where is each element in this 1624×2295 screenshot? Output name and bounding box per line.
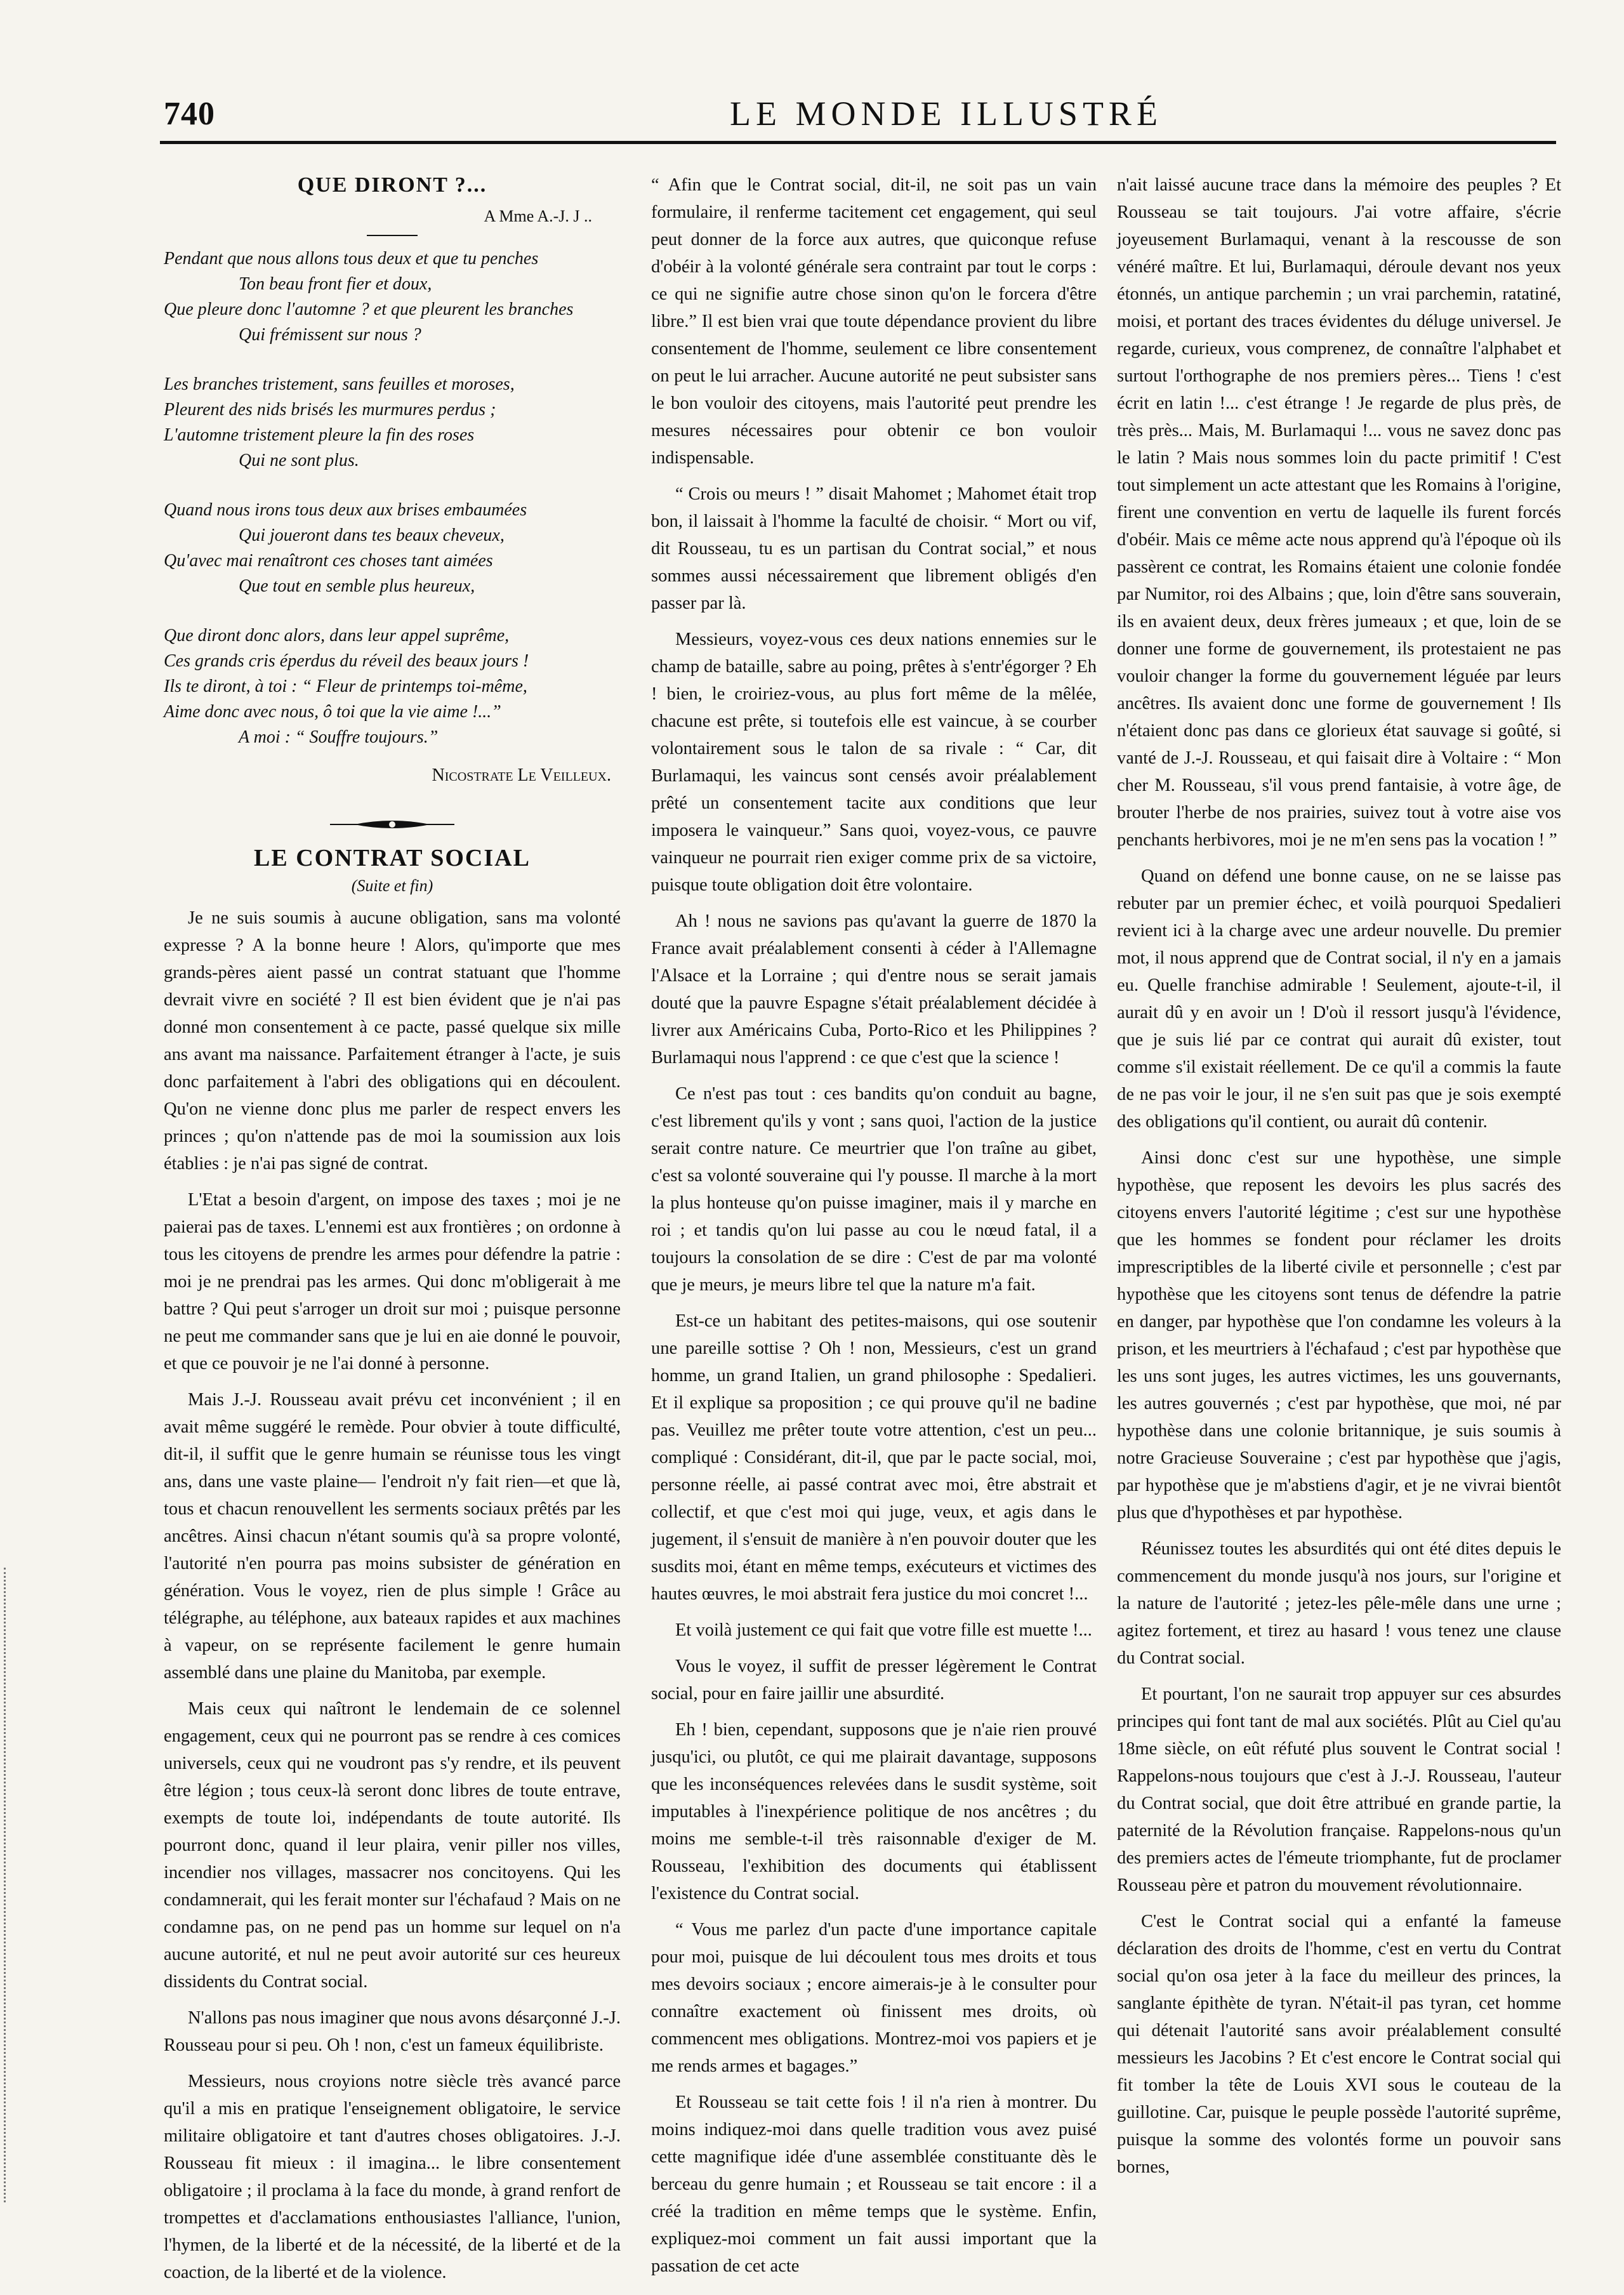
article-paragraph: N'allons pas nous imaginer que nous avons désarçonné J.-J. Rousseau pour si peu. Oh ! non, c'est un fameux équilibriste. bbox=[164, 2008, 621, 2055]
article-column-3-text bbox=[1117, 171, 1561, 2181]
article-paragraph: Et pourtant, l'on ne saurait trop appuyer sur ces absurdes principes qui font tant de mal aux sociétés. Plût au Ciel qu'au 18me siècle, on eût réfuté plus souvent le Contrat social ! Rappelons-nous toujours que c'est à J.-J. Rousseau, l'auteur du Contrat social, que doit être attribué en grande partie, la paternité de la Révolution française. Rappelons-nous qu'un des premiers actes de l'émeute triomphante, fut de proclamer Rousseau père et patron du mouvement révolutionnaire. bbox=[1117, 1684, 1561, 1895]
poem-line: Que diront donc alors, dans leur appel suprême, bbox=[164, 626, 510, 645]
article-paragraph: Eh ! bien, cependant, supposons que je n'aie rien prouvé jusqu'ici, ou plutôt, ce qui me plairait davantage, supposons que les inconséquences relevées dans le susdit système, soit imputables à l'inexpérience politique de nos ancêtres ; du moins me semble-t-il très raisonnable d'exiger de M. Rousseau, l'exhibition des documents qui établissent l'existence du Contrat social. bbox=[651, 1720, 1097, 1903]
poem-title: QUE DIRONT ?... bbox=[297, 173, 487, 197]
binding-marks bbox=[4, 1568, 11, 2202]
article-paragraph: Mais ceux qui naîtront le lendemain de ce solennel engagement, ceux qui ne pourront pas se rendre à ces comices universels, ceux qui ne voudront pas s'y rendre, et ils peuvent être légion ; tous ceux-là seront donc libres de toute entrave, exempts de toute loi, indépendants de toute autorité. Ils pourront donc, quand il leur plaira, venir piller nos villes, incendier nos villages, massacrer nos concitoyens. Qui les condamnerait, qui les ferait monter sur l'échafaud ? Mais on ne condamne pas, on ne pend pas un homme sur lequel on n'a aucune autorité, et nul ne peut avoir autorité sur ces heureux dissidents du Contrat social. bbox=[164, 1699, 621, 1992]
poem-dedication: A Mme A.-J. J .. bbox=[484, 207, 592, 225]
column-2 bbox=[651, 171, 1097, 2289]
article-subtitle: (Suite et fin) bbox=[351, 876, 433, 895]
poem-line: Aime donc avec nous, ô toi que la vie aime !...” bbox=[164, 702, 501, 722]
poem-line: Que tout en semble plus heureux, bbox=[239, 576, 475, 596]
poem-line: Ils te diront, à toi : “ Fleur de printemps toi-même, bbox=[164, 677, 527, 696]
poem-line: Qui ne sont plus. bbox=[239, 451, 359, 470]
divider bbox=[367, 235, 418, 236]
ornament-divider bbox=[329, 817, 456, 832]
article-paragraph: Réunissez toutes les absurdités qui ont été dites depuis le commencement du monde jusqu'à nos jours, sur l'origine et la nature de l'autorité ; jetez-les pêle-mêle dans une urne ; agitez fortement, et tirez au hasard ! vous tenez une clause du Contrat social. bbox=[1117, 1539, 1561, 1668]
poem-line: Ces grands cris éperdus du réveil des beaux jours ! bbox=[164, 651, 529, 671]
article-paragraph: “ Afin que le Contrat social, dit-il, ne soit pas un vain formulaire, il renferme tacitement cet engagement, qui seul peut donner de la force aux autres, que quiconque refuse d'obéir à la volonté générale sera contraint par tout le corps : ce qui ne signifie autre chose sinon qu'on le forcera d'être libre.” Il est bien vrai que toute dépendance provient du libre consentement de l'homme, seulement ce libre consentement on peut le lui arracher. Aucune autorité ne peut subsister sans le bon vouloir des citoyens, mais l'autorité peut prendre les mesures nécessaires pour obtenir ce bon vouloir indispensable. bbox=[651, 175, 1097, 468]
article-paragraph: Quand on défend une bonne cause, on ne se laisse pas rebuter par un premier échec, et voilà pourquoi Spedalieri revient ici à la charge avec une ardeur nouvelle. Du premier mot, il nous apprend que de Contrat social, il n'y en a jamais eu. Quelle franchise admirable ! Seulement, ajoute-t-il, il aurait dû y en avoir un ! D'où il ressort jusqu'à l'évidence, que je suis lié par ce contrat qui aurait dû exister, tout comme s'il existait réellement. De ce qu'il a commis la faute de ne pas voir le jour, il ne s'en suit pas que je sois exempté des obligations qu'il contient, ou aurait dû contenir. bbox=[1117, 866, 1561, 1132]
poem-stanza bbox=[164, 623, 621, 750]
masthead: LE MONDE ILLUSTRÉ bbox=[730, 95, 1163, 133]
poem-line: A moi : “ Souffre toujours.” bbox=[239, 727, 439, 747]
article-paragraph: Est-ce un habitant des petites-maisons, qui ose soutenir une pareille sottise ? Oh ! non, Messieurs, c'est un grand homme, un grand Italien, un grand philosophe : Spedalieri. Et il explique sa proposition ; ce qui prouve qu'il ne badine pas. Veuillez me prêter toute votre attention, c'est un peu... compliqué : Considérant, dit-il, que par le pacte social, moi, personne réelle, ai passé contrat avec moi, être abstrait et collectif, et que c'est moi qui juge, veux, et agis dans le jugement, il s'ensuit de manière à n'en pouvoir douter que les susdits moi, étant en même temps, exécuteurs et victimes des hautes œuvres, le moi abstrait fera justice du moi concret !... bbox=[651, 1311, 1097, 1604]
column-1 bbox=[164, 171, 621, 2295]
poem-line: Ton beau front fier et doux, bbox=[239, 274, 432, 294]
poem-stanzas bbox=[164, 246, 621, 750]
poem-stanza bbox=[164, 372, 621, 473]
poem-line: Qu'avec mai renaîtront ces choses tant aimées bbox=[164, 551, 493, 571]
article-title: LE CONTRAT SOCIAL bbox=[254, 845, 531, 871]
poem-line: L'automne tristement pleure la fin des roses bbox=[164, 425, 475, 445]
poem-line: Pendant que nous allons tous deux et que tu penches bbox=[164, 249, 539, 268]
poem-stanza bbox=[164, 498, 621, 599]
poem-line: Pleurent des nids brisés les murmures perdus ; bbox=[164, 400, 496, 420]
article-paragraph: Ah ! nous ne savions pas qu'avant la guerre de 1870 la France avait préalablement consenti à céder à l'Allemagne l'Alsace et la Lorraine ; qui d'entre nous se serait jamais douté que la pauvre Espagne s'était préalablement décidée à livrer aux Américains Cuba, Porto-Rico et les Philippines ? Burlamaqui nous l'apprend : ce que c'est que la science ! bbox=[651, 911, 1097, 1068]
article-paragraph: Je ne suis soumis à aucune obligation, sans ma volonté expresse ? A la bonne heure ! Alors, qu'importe que mes grands-pères aient passé un contrat statuant que l'homme devrait vivre en société ? Il est bien évident que je n'ai pas donné mon consentement à ce pacte, passé quelque six mille ans avant ma naissance. Parfaitement étranger à l'acte, je suis donc parfaitement à l'abri des obligations qui en découlent. Qu'on ne vienne donc plus me parler de respect envers les princes ; qu'on n'attende pas de moi la soumission aux lois établies : je n'ai pas signé de contrat. bbox=[164, 908, 621, 1174]
poem-line: Les branches tristement, sans feuilles et moroses, bbox=[164, 374, 515, 394]
article-paragraph: Ainsi donc c'est sur une hypothèse, une simple hypothèse, que reposent les devoirs les plus sacrés des citoyens envers l'autorité légitime ; c'est sur une hypothèse que les hommes se fondent pour réclamer les droits imprescriptibles de la liberté civile et personnelle ; c'est par hypothèse que les citoyens sont tenus de défendre la patrie en danger, par hypothèse que l'on condamne les voleurs à la prison, et les meurtriers à l'échafaud ; c'est par hypothèse que les uns sont juges, les autres victimes, les uns gouvernants, les autres gouvernés ; c'est par hypothèse, que moi, né par hypothèse dans une colonie britannique, je suis soumis à notre Gracieuse Souveraine ; c'est par hypothèse que j'agis, par hypothèse que je m'abstiens d'agir, et je ne vivrai bientôt plus que d'hypothèses et par hypothèse. bbox=[1117, 1148, 1561, 1523]
article-paragraph: C'est le Contrat social qui a enfanté la fameuse déclaration des droits de l'homme, c'est en vertu du Contrat social qu'on osa jeter à la face du meilleur des princes, la sanglante épithète de tyran. N'était-il pas tyran, cet homme qui détenait l'autorité sans avoir préalablement consulté messieurs les Jacobins ? Et c'est encore le Contrat social qui fit tomber la tête de Louis XVI sous le couteau de la guillotine. Car, puisque le peuple possède l'autorité suprême, puisque la somme des volontés forme un pouvoir sans bornes, bbox=[1117, 1912, 1561, 2177]
poem-line: Qui frémissent sur nous ? bbox=[239, 325, 421, 345]
article-paragraph: n'ait laissé aucune trace dans la mémoire des peuples ? Et Rousseau se tait toujours. J'ai votre affaire, s'écrie joyeusement Burlamaqui, venant à la rescousse de son vénéré maître. Et lui, Burlamaqui, déroule devant nos yeux étonnés, un antique parchemin ; un vrai parchemin, ratatiné, moisi, et portant des traces évidentes du déluge universel. Je regarde, curieux, vous comprenez, de connaître l'alphabet et surtout l'orthographe de nos premiers pères... Tiens ! c'est écrit en latin !... c'est étrange ! Je regarde de plus près, de très près... Mais, M. Burlamaqui !... vous ne savez donc pas le latin ? Mais nous sommes loin du pacte primitif ! C'est tout simplement un acte attestant que les Romains à l'origine, firent une convention en vertu de laquelle ils furent forcés d'obéir. Mais ce même acte nous apprend qu'à l'époque où ils passèrent ce contrat, les Romains étaient une colonie fondée par Numitor, roi des Albains ; que, loin d'être sans souverain, ils en avaient deux, deux frères jumeaux ; et que, loin de se donner une forme de gouvernement, ils protestaient ne pas vouloir changer la forme du gouvernement léguée par leurs ancêtres. Ils avaient donc une forme de gouvernement ! Ils n'étaient donc pas dans ce glorieux état sauvage si goûté, si vanté de J.-J. Rousseau, et qui faisait dire à Voltaire : “ Mon cher M. Rousseau, s'il vous prend fantaisie, à votre âge, de brouter l'herbe de nos prairies, suivez tout à votre aise vos penchants herbivores, moi je ne m'en sens pas la vocation ! ” bbox=[1117, 175, 1561, 850]
header-rule bbox=[160, 141, 1556, 144]
article-paragraph: L'Etat a besoin d'argent, on impose des taxes ; moi je ne paierai pas de taxes. L'ennemi est aux frontières ; on ordonne à tous les citoyens de prendre les armes pour défendre la patrie : moi je ne prendrai pas les armes. Qui donc m'obligerait à me battre ? Qui peut s'arroger un droit sur moi ; puisque personne ne peut me commander sans que je lui en aie donné le pouvoir, et que ce pouvoir je ne l'ai donné à personne. bbox=[164, 1190, 621, 1373]
article-column-2-text bbox=[651, 171, 1097, 2280]
article-paragraph: Et voilà justement ce qui fait que votre fille est muette !... bbox=[675, 1620, 1092, 1640]
article-column-1-text bbox=[164, 904, 621, 2286]
poem-line: Que pleure donc l'automne ? et que pleurent les branches bbox=[164, 300, 574, 319]
poem-line: Qui joueront dans tes beaux cheveux, bbox=[239, 526, 505, 545]
article-paragraph: Messieurs, voyez-vous ces deux nations ennemies sur le champ de bataille, sabre au poing, prêtes à s'entr'égorger ? Eh ! bien, le croiriez-vous, au plus fort même de la mêlée, chacune est prête, si toutefois elle est vaincue, à se courber volontairement sous le talon de sa rivale : “ Car, dit Burlamaqui, les vaincus sont censés avoir préalablement prêté un consentement tacite aux conditions que leur imposera le vainqueur.” Sans quoi, voyez-vous, ce pauvre vainqueur ne pourrait rien exiger comme prix de sa victoire, puisque toute obligation doit être volontaire. bbox=[651, 630, 1097, 895]
article-paragraph: Et Rousseau se tait cette fois ! il n'a rien à montrer. Du moins indiquez-moi dans quelle tradition vous avez puisé cette magnifique idée d'une assemblée constituante dès le berceau du genre humain ; et Rousseau se tait encore : il a créé la tradition en même temps que le système. Enfin, expliquez-moi comment un fait aussi important que la passation de cet acte bbox=[651, 2093, 1097, 2276]
poem-stanza bbox=[164, 246, 621, 348]
page-number: 740 bbox=[164, 96, 215, 132]
poem bbox=[164, 171, 621, 789]
article-paragraph: Ce n'est pas tout : ces bandits qu'on conduit au bagne, c'est librement qu'ils y vont ; sans quoi, l'action de la justice serait contre nature. Ce meurtrier que l'on traîne au gibet, c'est sa volonté souveraine qui l'y pousse. Il marche à la mort la plus honteuse qu'on puisse imaginer, mais il y marche en roi ; et tandis qu'on lui passe au cou le nœud fatal, il a toujours la consolation de se dire : C'est de par ma volonté que je meurs, je meurs libre tel que la nature m'a fait. bbox=[651, 1084, 1097, 1295]
poem-line: Quand nous irons tous deux aux brises embaumées bbox=[164, 500, 527, 520]
article-paragraph: “ Crois ou meurs ! ” disait Mahomet ; Mahomet était trop bon, il laissait à l'homme la faculté de choisir. “ Mort ou vif, dit Rousseau, tu es un partisan du Contrat social,” et nous sommes aussi nécessairement que librement obligés d'en passer par là. bbox=[651, 484, 1097, 613]
article-paragraph: “ Vous me parlez d'un pacte d'une importance capitale pour moi, puisque de lui découlent tous mes droits et tous mes devoirs sociaux ; encore aimerais-je à le consulter pour connaître exactement où finissent mes droits, où commencent mes obligations. Montrez-moi vos papiers et je me rends armes et bagages.” bbox=[651, 1920, 1097, 2076]
poem-signature: Nicostrate Le Veilleux. bbox=[432, 765, 611, 785]
article-paragraph: Mais J.-J. Rousseau avait prévu cet inconvénient ; il en avait même suggéré le remède. Pour obvier à toute difficulté, dit-il, il suffit que le genre humain se réunisse tous les vingt ans, dans une vaste plaine— l'endroit n'y fait rien—et que là, tous et chacun renouvellent les serments sociaux prêtés par les ancêtres. Ainsi chacun n'étant soumis qu'à sa propre volonté, l'autorité n'en pourra pas moins subsister de génération en génération. Vous le voyez, rien de plus simple ! Grâce au télégraphe, au téléphone, aux bateaux rapides et aux machines à vapeur, on se représente facilement le genre humain assemblé dans une plaine du Manitoba, par exemple. bbox=[164, 1390, 621, 1683]
article-paragraph: Messieurs, nous croyions notre siècle très avancé parce qu'il a mis en pratique l'enseignement obligatoire, le service militaire obligatoire et tant d'autres choses obligatoires. J.-J. Rousseau fit mieux : il imagina... le libre consentement obligatoire ; il proclama à la face du monde, à grand renfort de trompettes et d'acclamations enthousiastes l'alliance, l'union, l'hymen, de la liberté et de la nécessité, de la liberté et de la coaction, de la liberté et de la violence. bbox=[164, 2072, 621, 2282]
column-3 bbox=[1117, 171, 1561, 2190]
article-paragraph: Vous le voyez, il suffit de presser légèrement le Contrat social, pour en faire jaillir une absurdité. bbox=[651, 1657, 1097, 1703]
